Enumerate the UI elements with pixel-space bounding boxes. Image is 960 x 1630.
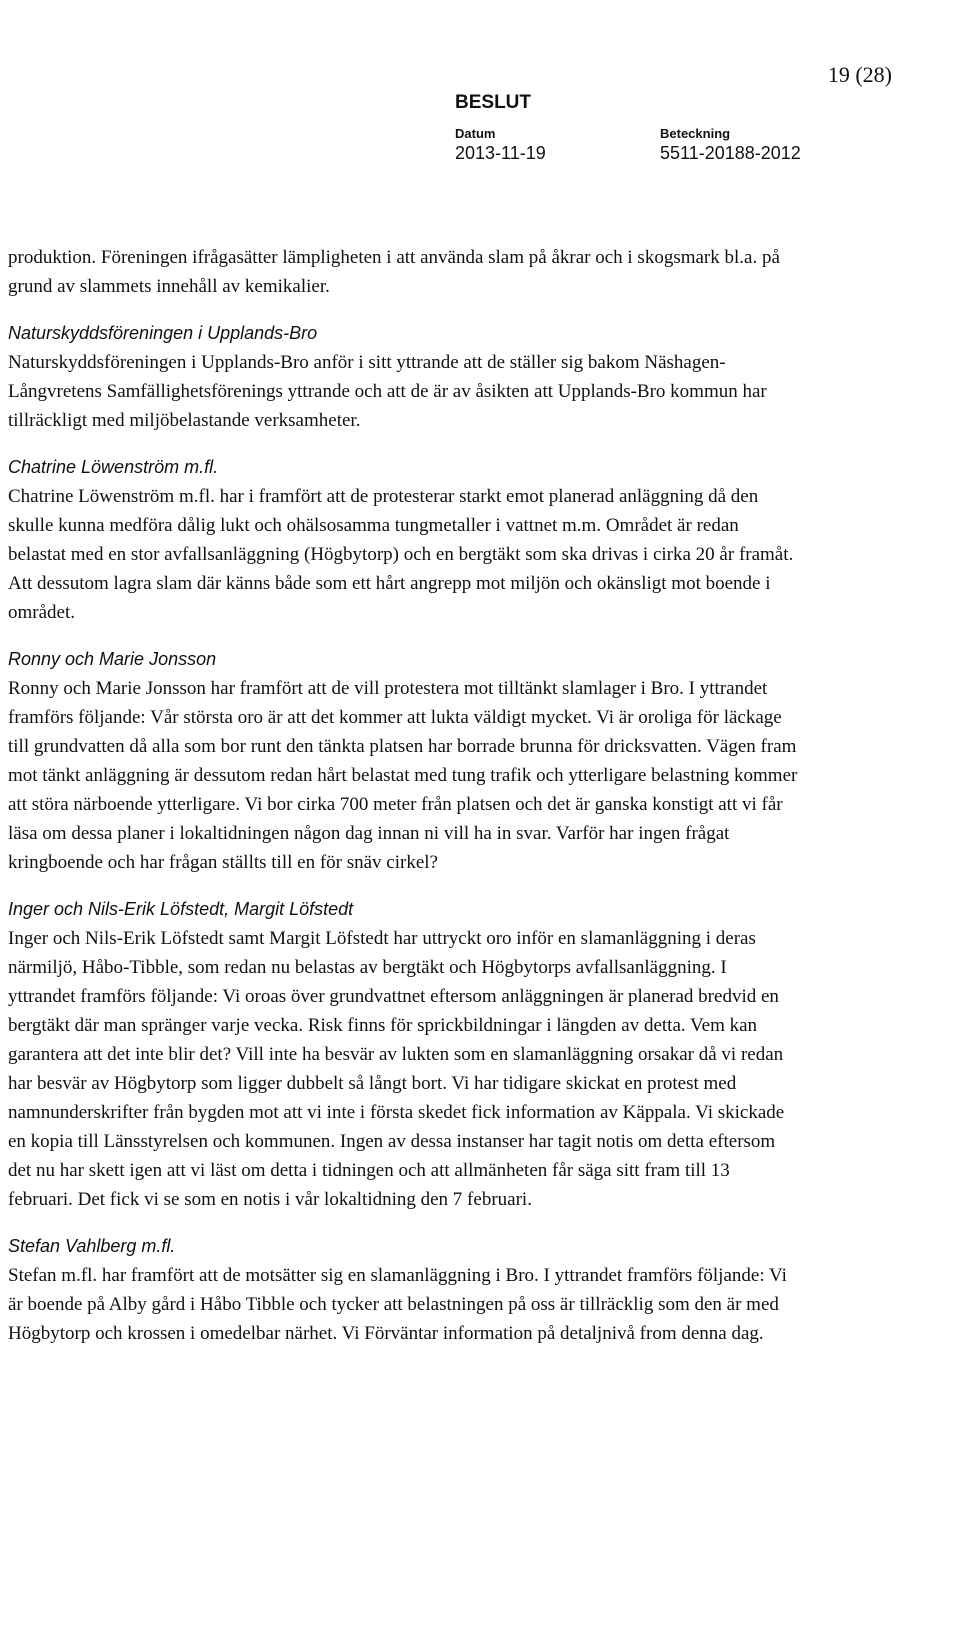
section-paragraph: Inger och Nils-Erik Löfstedt samt Margit Löfstedt har uttryckt oro inför en slamanläggning i deras närmiljö, Håbo-Tibble, som redan nu belastas av bergtäkt och Högbytorps avfallsanläggning. I yttrandet framförs följande: Vi oroas över grundvattnet eftersom anläggningen är planerad bredvid en bergtäkt där man spränger varje vecka. Risk finns för sprickbildningar i längden av detta. Vem kan garantera att det inte blir det? Vill inte ha besvär av lukten som en slamanläggning orsakar då vi redan har besvär av Högbytorp som ligger dubbelt så långt bort. Vi har tidigare skickat en protest med namnunderskrifter från bygden mot att vi inte i första skedet fick information av Käppala. Vi skickade en kopia till Länsstyrelsen och kommunen. Ingen av dessa instanser har tagit notis om detta eftersom det nu har skett igen att vi läst om detta i tidningen och att allmänheten får säga sitt fram till 13 februari. Det fick vi se som en notis i vår lokaltidning den 7 februari. (8, 928, 785, 1210)
section-paragraph: Chatrine Löwenström m.fl. har i framfört att de protesterar starkt emot planerad anläggning då den skulle kunna medföra dålig lukt och ohälsosamma tungmetaller i vattnet m.m. Området är redan belastat med en stor avfallsanläggning (Högbytorp) och en bergtäkt som ska drivas i cirka 20 år framåt. Att dessutom lagra slam där känns både som ett hårt angrepp mot miljön och okänsligt mot boende i området. (8, 486, 794, 623)
reference-value: 5511-20188-2012 (660, 143, 801, 163)
document-type: BESLUT (455, 92, 531, 113)
intro-paragraph: produktion. Föreningen ifrågasätter lämpligheten i att använda slam på åkrar och i skogsmark bl.a. på grund av slammets innehåll av kemikalier. (8, 247, 780, 297)
date-value: 2013-11-19 (455, 143, 546, 163)
section-heading: Naturskyddsföreningen i Upplands-Bro (8, 323, 318, 343)
section-heading: Stefan Vahlberg m.fl. (8, 1236, 176, 1256)
section-heading: Ronny och Marie Jonsson (8, 649, 217, 669)
section-chatrine-lowenstrom (8, 455, 798, 627)
document-body (8, 243, 798, 1348)
section-heading: Inger och Nils-Erik Löfstedt, Margit Löfstedt (8, 899, 354, 919)
page-number: 19 (28) (827, 62, 892, 87)
date-label: Datum (455, 126, 496, 141)
section-paragraph: Naturskyddsföreningen i Upplands-Bro anför i sitt yttrande att de ställer sig bakom Näshagen-Långvretens Samfällighetsförenings yttrande och att de är av åsikten att Upplands-Bro kommun har tillräckligt med miljöbelastande verksamheter. (8, 352, 767, 431)
section-heading: Chatrine Löwenström m.fl. (8, 457, 219, 477)
section-ronny-marie-jonsson (8, 647, 798, 877)
section-paragraph: Ronny och Marie Jonsson har framfört att de vill protestera mot tilltänkt slamlager i Bro. I yttrandet framförs följande: Vår största oro är att det kommer att lukta väldigt mycket. Vi är oroliga för läckage till grundvatten då alla som bor runt den tänkta platsen har borrade brunna för dricksvatten. Vägen fram mot tänkt anläggning är dessutom redan hårt belastat med tung trafik och ytterligare belastning kommer att störa närboende ytterligare. Vi bor cirka 700 meter från platsen och det är ganska konstigt att vi får läsa om dessa planer i lokaltidningen någon dag innan ni vill ha in svar. Varför har ingen frågat kringboende och har frågan ställts till en för snäv cirkel? (8, 678, 798, 873)
reference-label: Beteckning (660, 126, 731, 141)
section-stefan-vahlberg (8, 1234, 798, 1348)
section-lofstedt (8, 897, 798, 1214)
section-paragraph: Stefan m.fl. har framfört att de motsätter sig en slamanläggning i Bro. I yttrandet framförs följande: Vi är boende på Alby gård i Håbo Tibble och tycker att belastningen på oss är tillräcklig som den är med Högbytorp och krossen i omedelbar närhet. Vi Förväntar information på detaljnivå from denna dag. (8, 1265, 787, 1344)
reference-block (660, 126, 801, 164)
date-block (455, 126, 546, 164)
section-naturskyddsforeningen (8, 321, 798, 435)
